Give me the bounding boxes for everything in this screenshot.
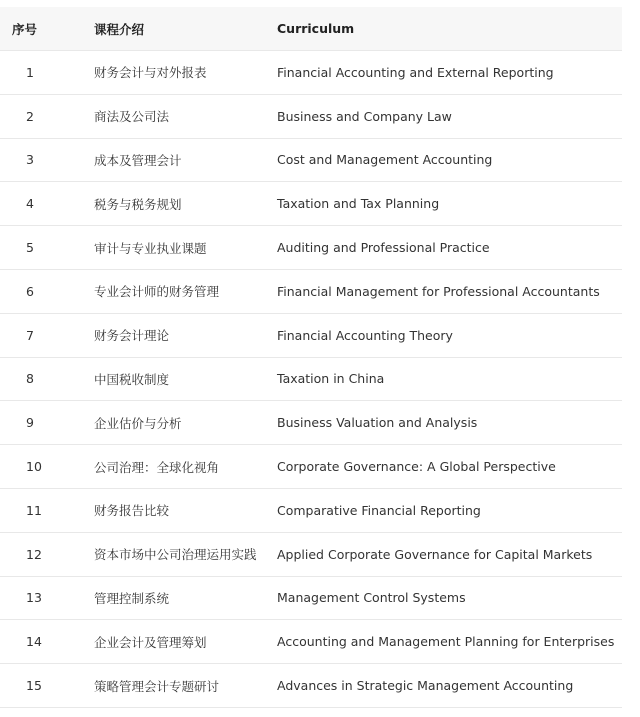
header-curriculum: Curriculum xyxy=(277,21,355,36)
table-row xyxy=(0,358,622,402)
course-name-en: Business and Company Law xyxy=(277,108,452,124)
row-number: 10 xyxy=(26,459,42,475)
table-row xyxy=(0,314,622,358)
course-name-cn: 税务与税务规划 xyxy=(94,196,182,212)
course-name-cn: 策略管理会计专题研讨 xyxy=(94,678,220,694)
row-number: 14 xyxy=(26,634,42,650)
table-row xyxy=(0,620,622,664)
table-row xyxy=(0,270,622,314)
table-row xyxy=(0,51,622,95)
row-number: 4 xyxy=(26,196,34,212)
course-name-en: Advances in Strategic Management Accounting xyxy=(277,678,574,694)
row-number: 12 xyxy=(26,546,42,562)
course-name-cn: 企业估价与分析 xyxy=(94,415,182,431)
course-name-en: Business Valuation and Analysis xyxy=(277,415,478,431)
course-name-en: Corporate Governance: A Global Perspective xyxy=(277,459,556,475)
header-course: 课程介绍 xyxy=(94,21,145,37)
course-name-cn: 财务报告比较 xyxy=(94,503,170,519)
course-name-cn: 公司治理：全球化视角 xyxy=(94,459,220,475)
course-name-en: Financial Management for Professional Accountants xyxy=(277,283,600,299)
row-number: 5 xyxy=(26,240,34,256)
course-name-cn: 成本及管理会计 xyxy=(94,152,182,168)
table-row xyxy=(0,226,622,270)
course-name-cn: 财务会计理论 xyxy=(94,328,170,344)
course-name-cn: 财务会计与对外报表 xyxy=(94,65,207,81)
table-row xyxy=(0,139,622,183)
curriculum-table xyxy=(0,7,622,708)
row-number: 13 xyxy=(26,590,42,606)
course-name-en: Comparative Financial Reporting xyxy=(277,502,481,518)
row-number: 15 xyxy=(26,678,42,694)
course-name-cn: 商法及公司法 xyxy=(94,109,170,125)
row-number: 11 xyxy=(26,502,42,518)
course-name-cn: 专业会计师的财务管理 xyxy=(94,284,220,300)
row-number: 1 xyxy=(26,64,34,80)
course-name-en: Applied Corporate Governance for Capital Markets xyxy=(277,546,593,562)
row-number: 8 xyxy=(26,371,34,387)
table-row xyxy=(0,445,622,489)
course-name-en: Management Control Systems xyxy=(277,590,466,606)
table-row xyxy=(0,664,622,708)
course-name-en: Cost and Management Accounting xyxy=(277,152,493,168)
course-name-en: Auditing and Professional Practice xyxy=(277,240,490,256)
row-number: 2 xyxy=(26,108,34,124)
row-number: 3 xyxy=(26,152,34,168)
course-name-en: Financial Accounting Theory xyxy=(277,327,453,343)
table-row xyxy=(0,182,622,226)
course-name-cn: 管理控制系统 xyxy=(94,590,170,606)
course-name-en: Accounting and Management Planning for Enterprises xyxy=(277,634,615,650)
table-row xyxy=(0,95,622,139)
table-row xyxy=(0,401,622,445)
course-name-en: Taxation in China xyxy=(277,371,385,387)
course-name-cn: 企业会计及管理筹划 xyxy=(94,634,207,650)
header-no: 序号 xyxy=(12,21,38,37)
table-row xyxy=(0,533,622,577)
course-name-en: Taxation and Tax Planning xyxy=(277,196,440,212)
row-number: 7 xyxy=(26,327,34,343)
row-number: 9 xyxy=(26,415,34,431)
row-number: 6 xyxy=(26,283,34,299)
course-name-cn: 中国税收制度 xyxy=(94,371,170,387)
course-name-cn: 资本市场中公司治理运用实践 xyxy=(94,547,257,563)
table-row xyxy=(0,489,622,533)
table-row xyxy=(0,577,622,621)
course-name-en: Financial Accounting and External Reporting xyxy=(277,64,554,80)
course-name-cn: 审计与专业执业课题 xyxy=(94,240,207,256)
table-header-row xyxy=(0,7,622,51)
